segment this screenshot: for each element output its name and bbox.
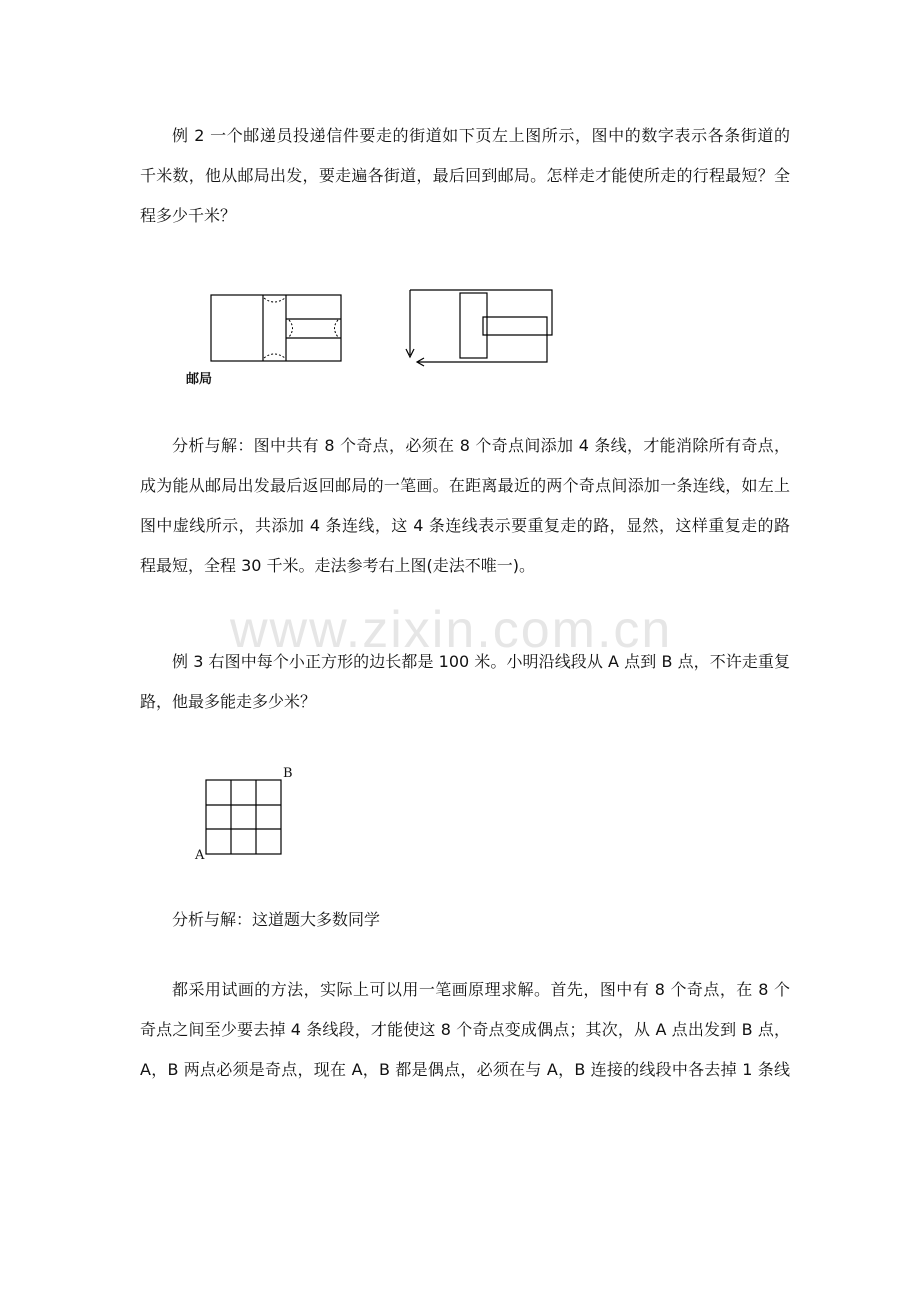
- grid-figure: [204, 778, 284, 858]
- analysis-2-line-1: 分析与解：图中共有 8 个奇点，必须在 8 个奇点间添加 4 条线，才能消除所有奇点，: [172, 436, 790, 455]
- grid-outer: [206, 780, 281, 854]
- dashed-link-top: [264, 298, 285, 302]
- dashed-link-left: [289, 320, 293, 337]
- analysis-3-cont-line-3: A，B 两点必须是奇点，现在 A，B 都是偶点，必须在与 A，B 连接的线段中各去掉 1 条线: [140, 1060, 790, 1079]
- analysis-2-line-2: 成为能从邮局出发最后返回邮局的一笔画。在距离最近的两个奇点间添加一条连线，如左上: [140, 476, 790, 495]
- route-outer-path: [410, 290, 552, 362]
- post-office-label: 邮局: [186, 372, 213, 387]
- dashed-link-bottom: [264, 354, 285, 358]
- analysis-3-heading: [140, 902, 790, 938]
- street-outer-rect: [211, 295, 341, 361]
- example-2-line-1: 例 2 一个邮递员投递信件要走的街道如下页左上图所示，图中的数字表示各条街道的: [172, 126, 790, 145]
- example-3-line-1: 例 3 右图中每个小正方形的边长都是 100 米。小明沿线段从 A 点到 B 点，不许走重复: [172, 652, 790, 671]
- street-map-figure: [208, 292, 348, 364]
- analysis-3-line-1: 分析与解：这道题大多数同学: [172, 910, 381, 929]
- analysis-2-paragraph: [140, 428, 790, 584]
- dashed-link-right: [335, 320, 339, 337]
- analysis-2-line-4: 程最短，全程 30 千米。走法参考右上图(走法不唯一)。: [140, 556, 536, 575]
- analysis-3-paragraph: [140, 972, 790, 1088]
- example-2-line-3: 程多少千米？: [140, 206, 237, 225]
- point-b-label: B: [283, 766, 293, 781]
- example-3-line-2: 路，他最多能走多少米？: [140, 692, 317, 711]
- watermark: www.zixin.com.cn: [230, 601, 673, 659]
- analysis-2-line-3: 图中虚线所示，共添加 4 条连线，这 4 条连线表示要重复走的路，显然，这样重复走的路: [140, 516, 790, 535]
- route-figure: [404, 287, 556, 369]
- example-2-paragraph: [140, 118, 790, 234]
- analysis-3-cont-line-1: 都采用试画的方法，实际上可以用一笔画原理求解。首先，图中有 8 个奇点，在 8 个: [172, 980, 790, 999]
- example-3-paragraph: [140, 644, 790, 720]
- point-a-label: A: [195, 848, 205, 863]
- analysis-3-cont-line-2: 奇点之间至少要去掉 4 条线段，才能使这 8 个奇点变成偶点；其次，从 A 点出发到 B 点，: [140, 1020, 790, 1039]
- example-2-line-2: 千米数，他从邮局出发，要走遍各街道，最后回到邮局。怎样走才能使所走的行程最短？全: [140, 166, 790, 185]
